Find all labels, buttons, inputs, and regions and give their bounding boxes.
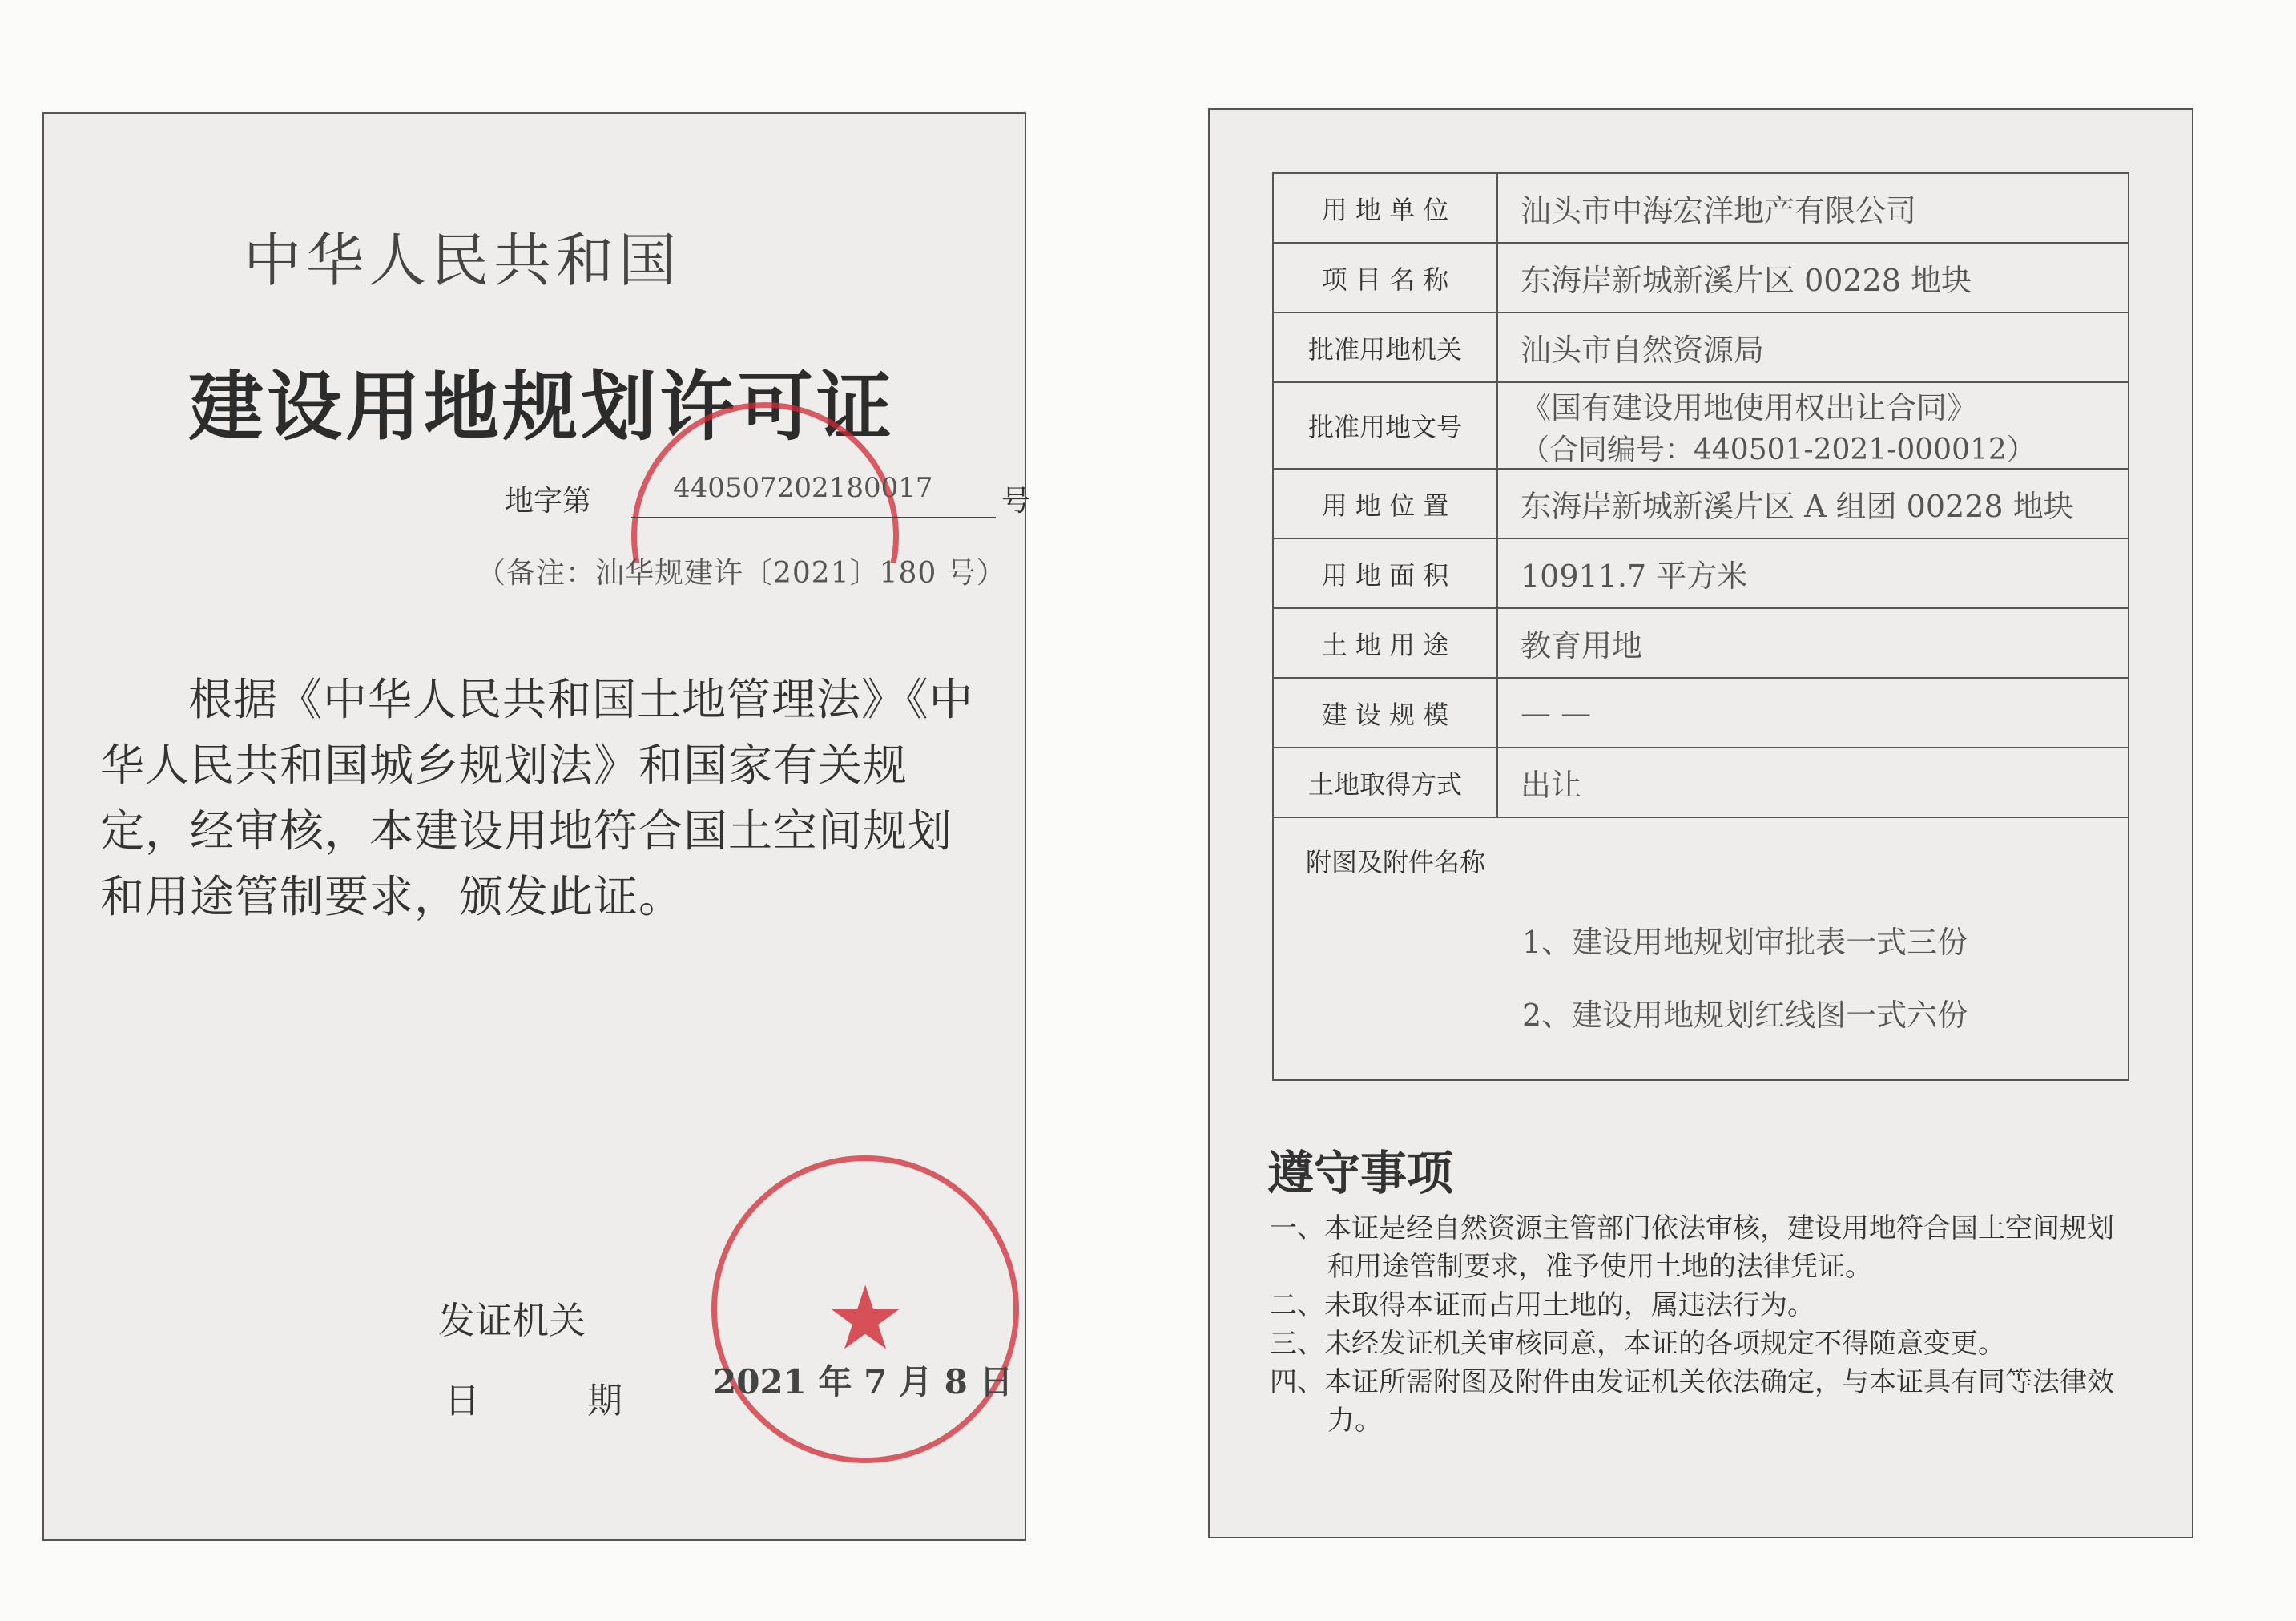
certificate-body: 根据《中华人民共和国土地管理法》《中华人民共和国城乡规划法》和国家有关规定，经审核，本建设用地符合国土空间规划和用途管制要求，颁发此证。: [100, 674, 974, 922]
contract-number: （合同编号：440501-2021-000012）: [1521, 433, 2036, 466]
attachments-cell: [1273, 817, 2129, 1080]
table-row: [1273, 538, 2129, 608]
approval-document-value: [1497, 382, 2129, 469]
table-row: [1273, 313, 2129, 382]
contract-name: 《国有建设用地使用权出让合同》: [1521, 390, 1978, 425]
right-details-page: [1208, 108, 2193, 1538]
official-seal-bottom: [711, 1155, 1019, 1463]
number-prefix: 地字第: [505, 485, 592, 518]
row-label: 土 地 用 途: [1273, 608, 1497, 678]
row-label: 项 目 名 称: [1273, 243, 1497, 313]
row-label: 建 设 规 模: [1273, 678, 1497, 748]
country-title: 中华人民共和国: [243, 227, 681, 294]
certificate-number: 440507202180017: [673, 472, 933, 504]
approving-authority-value: 汕头市自然资源局: [1497, 313, 2129, 382]
table-row: [1273, 608, 2129, 678]
row-label: 用 地 位 置: [1273, 469, 1497, 538]
land-info-table: [1272, 172, 2129, 1081]
issue-date: 2021 年 7 月 8 日: [713, 1362, 1013, 1401]
construction-scale-value: — —: [1497, 678, 2129, 748]
issuer-label: 发证机关: [438, 1299, 586, 1342]
rules-list: [1270, 1209, 2135, 1440]
rule-item: 四、本证所需附图及附件由发证机关依法确定，与本证具有同等法律效力。: [1270, 1366, 2114, 1437]
certificate-remark: （备注：汕华规建许〔2021〕180 号）: [477, 557, 1006, 590]
acquisition-method-value: 出让: [1497, 748, 2129, 817]
number-suffix: 号: [1001, 485, 1031, 518]
left-certificate-page: [42, 112, 1031, 1541]
date-label: 日 期: [445, 1381, 671, 1421]
rule-item: 一、本证是经自然资源主管部门依法审核，建设用地符合国土空间规划和用途管制要求，准予使用土地的法律凭证。: [1270, 1212, 2114, 1283]
land-use-value: 教育用地: [1497, 608, 2129, 678]
land-area-value: 10911.7 平方米: [1497, 538, 2129, 608]
table-row: [1273, 748, 2129, 817]
table-row: [1273, 469, 2129, 538]
table-row: [1273, 382, 2129, 469]
rules-title: 遵守事项: [1267, 1146, 1454, 1200]
project-name-value: 东海岸新城新溪片区 00228 地块: [1497, 243, 2129, 313]
official-seal-top: [631, 402, 899, 670]
table-row: [1273, 678, 2129, 748]
row-label: 用 地 单 位: [1273, 173, 1497, 243]
certificate-title: 建设用地规划许可证: [188, 364, 896, 451]
number-underline: [631, 517, 996, 518]
rule-item: 三、未经发证机关审核同意，本证的各项规定不得随意变更。: [1270, 1328, 2005, 1360]
attachment-item: 2、建设用地规划红线图一式六份: [1522, 998, 1968, 1033]
certificate-number-row: [505, 472, 1031, 526]
land-location-value: 东海岸新城新溪片区 A 组团 00228 地块: [1497, 469, 2129, 538]
row-label: 批准用地机关: [1273, 313, 1497, 382]
table-row: [1273, 817, 2129, 1080]
row-label: 用 地 面 积: [1273, 538, 1497, 608]
attachment-item: 1、建设用地规划审批表一式三份: [1522, 925, 1968, 960]
row-label: 土地取得方式: [1273, 748, 1497, 817]
row-label: 批准用地文号: [1273, 382, 1497, 469]
star-icon: ★: [825, 1267, 905, 1369]
land-user-value: 汕头市中海宏洋地产有限公司: [1497, 173, 2129, 243]
table-row: [1273, 173, 2129, 243]
attachments-title: 附图及附件名称: [1306, 847, 1486, 877]
rule-item: 二、未取得本证而占用土地的，属违法行为。: [1270, 1289, 1815, 1321]
table-row: [1273, 243, 2129, 313]
